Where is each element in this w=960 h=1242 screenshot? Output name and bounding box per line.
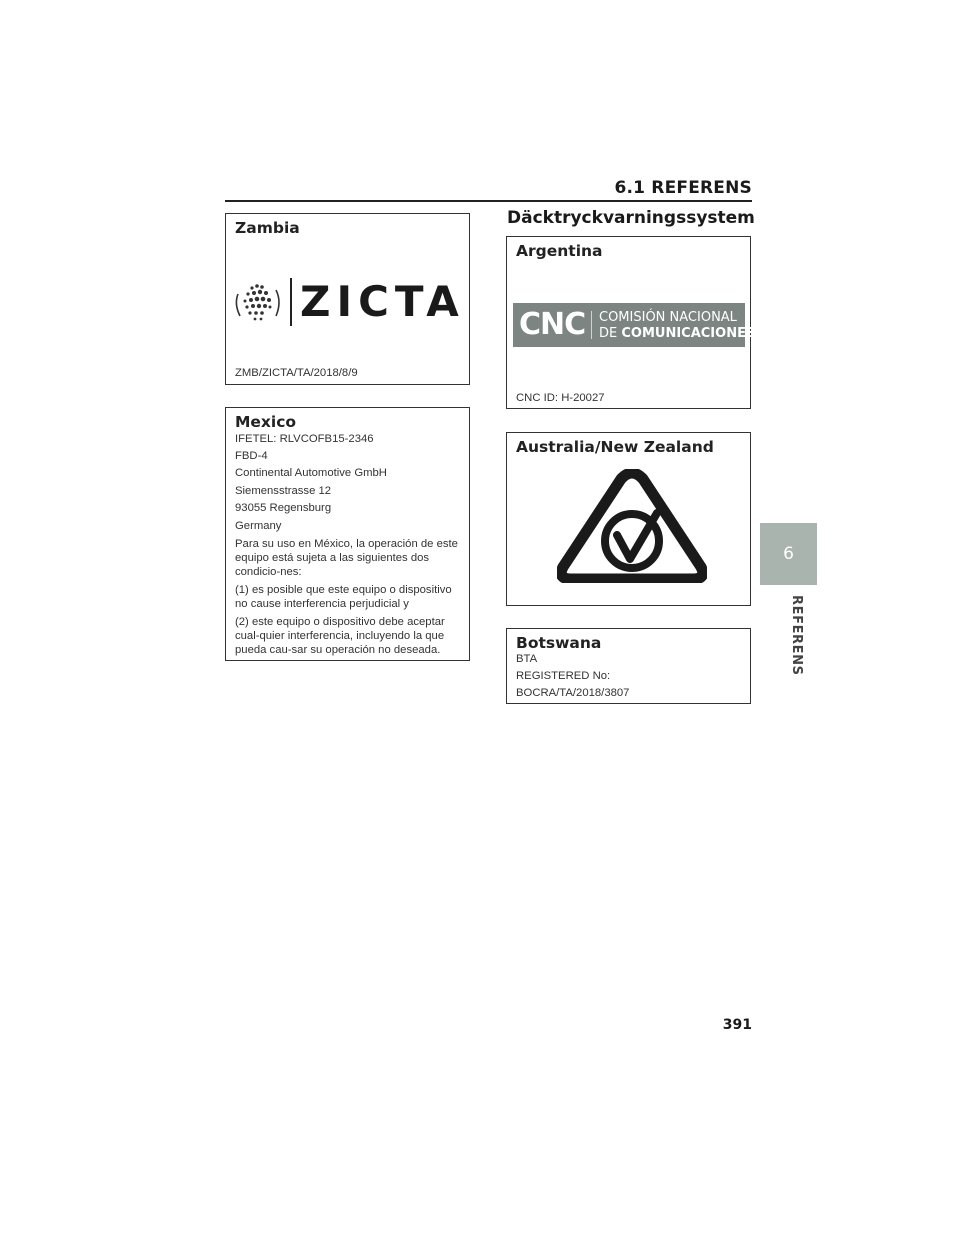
chapter-header: 6.1 REFERENS (614, 178, 752, 198)
mexico-line: FBD-4 (235, 450, 268, 462)
zambia-title: Zambia (235, 219, 300, 237)
botswana-line: BOCRA/TA/2018/3807 (516, 687, 630, 699)
page-number: 391 (722, 1017, 752, 1033)
header-divider (225, 200, 752, 202)
australia-nz-title: Australia/New Zealand (516, 438, 714, 456)
botswana-title: Botswana (516, 634, 602, 652)
cnc-logo-line2-bold: COMUNICACIONES (621, 326, 756, 341)
botswana-box (506, 628, 751, 704)
mexico-paragraph-2: (1) es posible que este equipo o dispositivo no cause interferencia perjudicial y (235, 584, 452, 610)
zambia-box (225, 213, 470, 385)
zicta-logo-text: ZICTA (300, 277, 465, 326)
zambia-code: ZMB/ZICTA/TA/2018/8/9 (235, 367, 358, 379)
argentina-box (506, 236, 756, 409)
cnc-logo-line2-prefix: DE (599, 326, 622, 341)
argentina-code: CNC ID: H-20027 (516, 392, 605, 404)
rcm-check-icon (557, 469, 707, 583)
mexico-paragraph-1: Para su uso en México, la operación de este equipo está sujeta a las siguientes dos condicio-nes: (235, 538, 458, 578)
chapter-tab-label: REFERENS (789, 595, 804, 676)
cnc-logo-divider (591, 311, 592, 339)
botswana-line: REGISTERED No: (516, 670, 611, 682)
section-heading: Däcktryckvarningssystem (507, 208, 755, 228)
mexico-paragraph-3: (2) este equipo o dispositivo debe aceptar cual-quier interferencia, incluyendo la que pueda cau-sar su operación no deseada. (235, 616, 445, 656)
botswana-line: BTA (516, 653, 538, 665)
cnc-logo (513, 303, 756, 347)
australia-nz-box (506, 432, 751, 606)
mexico-line: 93055 Regensburg (235, 502, 332, 514)
cnc-logo-line1: COMISIÓN NACIONAL (599, 310, 737, 325)
mexico-title: Mexico (235, 413, 297, 431)
mexico-line: Germany (235, 520, 282, 532)
cnc-logo-line2 (599, 326, 755, 341)
argentina-title: Argentina (516, 242, 603, 260)
mexico-line: Siemensstrasse 12 (235, 485, 332, 497)
mexico-line: IFETEL: RLVCOFB15-2346 (235, 433, 374, 445)
mexico-line: Continental Automotive GmbH (235, 467, 387, 479)
cnc-logo-abbr: CNC (519, 307, 586, 342)
chapter-tab: 6 (760, 523, 817, 585)
mexico-box (225, 407, 470, 661)
zicta-logo (232, 276, 467, 328)
